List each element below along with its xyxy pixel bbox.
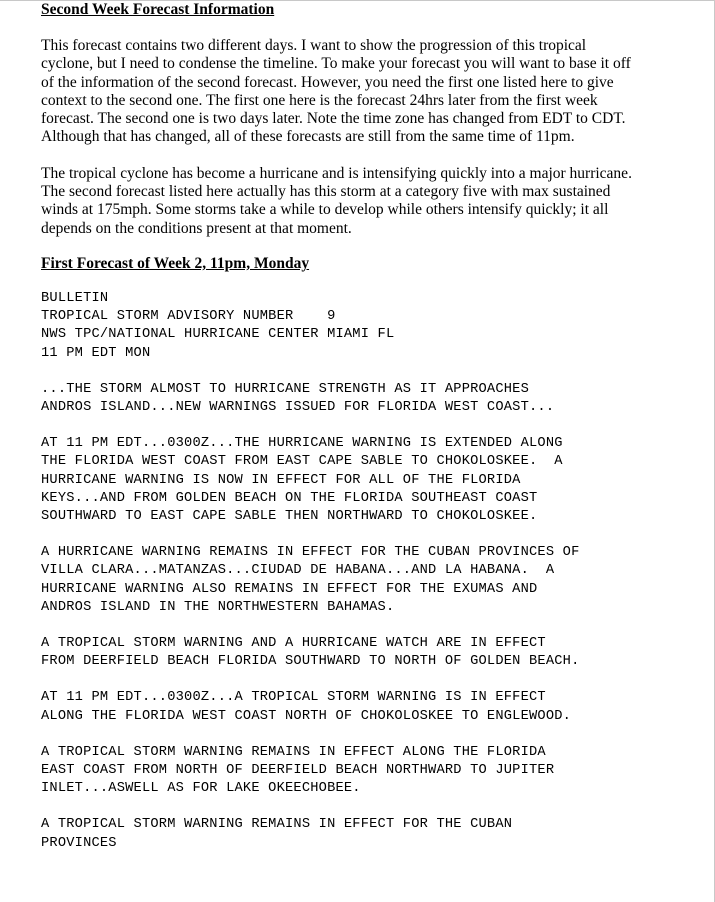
bulletin-line: A TROPICAL STORM WARNING REMAINS IN EFFECT FOR THE CUBAN — [41, 817, 513, 833]
text-line: of the information of the second forecast. However, you need the first one listed here to give — [41, 73, 614, 91]
bulletin-line: A TROPICAL STORM WARNING REMAINS IN EFFECT ALONG THE FLORIDA — [41, 744, 546, 760]
bulletin-block-deerfield-watch — [41, 635, 671, 671]
text-line: This forecast contains two different days. I want to show the progression of this tropical — [41, 37, 587, 54]
bulletin-line: BULLETIN — [41, 290, 109, 306]
bulletin-header — [41, 290, 671, 363]
section-heading-second-week: Second Week Forecast Information — [41, 1, 275, 18]
bulletin-line: KEYS...AND FROM GOLDEN BEACH ON THE FLORIDA SOUTHEAST COAST — [41, 490, 538, 506]
text-line: The second forecast listed here actually has this storm at a category five with max sustained — [41, 183, 611, 201]
bulletin-line: AT 11 PM EDT...0300Z...THE HURRICANE WARNING IS EXTENDED ALONG — [41, 436, 563, 452]
bulletin-line: HURRICANE WARNING ALSO REMAINS IN EFFECT FOR THE EXUMAS AND — [41, 581, 538, 597]
bulletin-line: HURRICANE WARNING IS NOW IN EFFECT FOR ALL OF THE FLORIDA — [41, 472, 521, 488]
bulletin-line: AT 11 PM EDT...0300Z...A TROPICAL STORM WARNING IS IN EFFECT — [41, 690, 546, 706]
bulletin-block-east-coast-ts-warning — [41, 744, 671, 799]
bulletin-line: EAST COAST FROM NORTH OF DEERFIELD BEACH NORTHWARD TO JUPITER — [41, 763, 555, 779]
text-line: cyclone, but I need to condense the timeline. To make your forecast you will want to base it off — [41, 55, 631, 73]
bulletin-line: VILLA CLARA...MATANZAS...CIUDAD DE HABANA...AND LA HABANA. A — [41, 563, 555, 579]
bulletin-line: SOUTHWARD TO EAST CAPE SABLE THEN NORTHWARD TO CHOKOLOSKEE. — [41, 509, 538, 524]
bulletin-block-headline — [41, 381, 671, 417]
bulletin-block-cuba-ts-warning — [41, 816, 671, 852]
bulletin-block-hurricane-warning-extended — [41, 435, 671, 526]
section-heading-first-forecast: First Forecast of Week 2, 11pm, Monday — [41, 254, 310, 272]
text-line: The tropical cyclone has become a hurricane and is intensifying quickly into a major hurricane. — [41, 164, 632, 182]
bulletin-line: PROVINCES — [41, 835, 117, 851]
bulletin-line: ALONG THE FLORIDA WEST COAST NORTH OF CHOKOLOSKEE TO ENGLEWOOD. — [41, 708, 572, 724]
intro-paragraph-1 — [41, 37, 671, 147]
bulletin-line: INLET...ASWELL AS FOR LAKE OKEECHOBEE. — [41, 781, 361, 797]
text-line: forecast. The second one is two days later. Note the time zone has changed from EDT to CDT. — [41, 110, 626, 128]
bulletin-line: ...THE STORM ALMOST TO HURRICANE STRENGTH AS IT APPROACHES — [41, 381, 530, 397]
text-line: Although that has changed, all of these forecasts are still from the same time of 11pm. — [41, 128, 575, 146]
bulletin-line: NWS TPC/NATIONAL HURRICANE CENTER MIAMI FL — [41, 327, 395, 343]
text-line: winds at 175mph. Some storms take a while to develop while others intensify quickly; it all — [41, 201, 609, 219]
bulletin-line: TROPICAL STORM ADVISORY NUMBER 9 — [41, 309, 336, 325]
text-line: depends on the conditions present at that moment. — [41, 219, 352, 237]
intro-paragraph-2 — [41, 165, 671, 238]
bulletin-block-west-coast-ts-warning — [41, 689, 671, 725]
bulletin-line: ANDROS ISLAND...NEW WARNINGS ISSUED FOR FLORIDA WEST COAST... — [41, 399, 555, 415]
bulletin-line: A HURRICANE WARNING REMAINS IN EFFECT FOR THE CUBAN PROVINCES OF — [41, 545, 580, 561]
bulletin-line: THE FLORIDA WEST COAST FROM EAST CAPE SABLE TO CHOKOLOSKEE. A — [41, 454, 563, 470]
bulletin-line: A TROPICAL STORM WARNING AND A HURRICANE WATCH ARE IN EFFECT — [41, 636, 546, 652]
text-line: context to the second one. The first one here is the forecast 24hrs later from the first week — [41, 91, 598, 109]
bulletin-block-cuba-bahamas — [41, 544, 671, 617]
bulletin-line: 11 PM EDT MON — [41, 345, 151, 361]
bulletin-line: FROM DEERFIELD BEACH FLORIDA SOUTHWARD TO NORTH OF GOLDEN BEACH. — [41, 654, 580, 670]
bulletin-line: ANDROS ISLAND IN THE NORTHWESTERN BAHAMAS. — [41, 599, 395, 615]
document-content — [41, 0, 671, 853]
